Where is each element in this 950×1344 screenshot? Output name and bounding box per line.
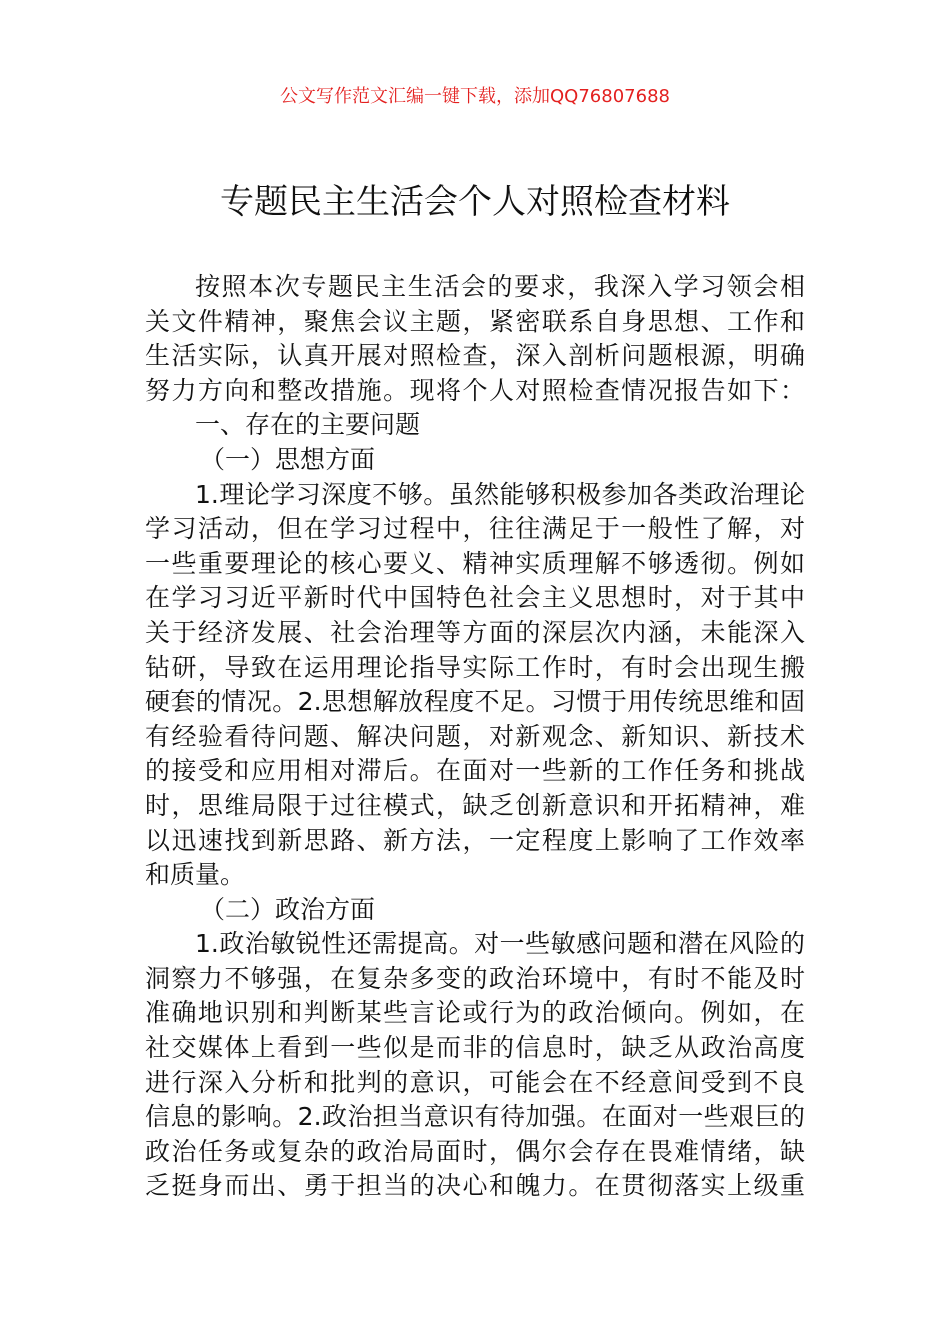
paragraph-line: 1.理论学习深度不够。虽然能够积极参加各类政治理论 [195,479,805,509]
watermark-header: 公文写作范文汇编一键下载，添加QQ76807688 [280,86,670,107]
heading-line: 一、存在的主要问题 [195,410,421,440]
paragraph-line: 信息的影响。2.政治担当意识有待加强。在面对一些艰巨的 [145,1102,805,1132]
document-body [145,270,805,1204]
paragraph-line: 生活实际，认真开展对照检查，深入剖析问题根源，明确 [145,341,805,371]
paragraph-line: 社交媒体上看到一些似是而非的信息时，缺乏从政治高度 [145,1033,805,1063]
paragraph-line: 以迅速找到新思路、新方法，一定程度上影响了工作效率 [145,825,805,855]
paragraph-line: 钻研，导致在运用理论指导实际工作时，有时会出现生搬 [145,652,805,682]
document-title: 专题民主生活会个人对照检查材料 [220,182,730,222]
paragraph-line: 在学习习近平新时代中国特色社会主义思想时，对于其中 [145,583,805,613]
paragraph-line: 1.政治敏锐性还需提高。对一些敏感问题和潜在风险的 [195,929,805,959]
paragraph-line: 乏挺身而出、勇于担当的决心和魄力。在贯彻落实上级重 [145,1171,805,1201]
paragraph-line: 一些重要理论的核心要义、精神实质理解不够透彻。例如 [145,548,805,578]
subheading-line: （二）政治方面 [200,894,376,924]
paragraph-line: 关文件精神，聚焦会议主题，紧密联系自身思想、工作和 [145,306,805,336]
paragraph-line: 努力方向和整改措施。现将个人对照检查情况报告如下： [145,375,805,405]
paragraph-line: 关于经济发展、社会治理等方面的深层次内涵，未能深入 [145,617,805,647]
paragraph-line: 准确地识别和判断某些言论或行为的政治倾向。例如，在 [145,998,805,1028]
paragraph-line: 按照本次专题民主生活会的要求，我深入学习领会相 [195,272,805,301]
paragraph-line: 政治任务或复杂的政治局面时，偶尔会存在畏难情绪，缺 [145,1136,805,1166]
paragraph-line: 学习活动，但在学习过程中，往往满足于一般性了解，对 [145,514,805,544]
subheading-line: （一）思想方面 [200,444,376,474]
paragraph-line: 和质量。 [145,860,246,890]
paragraph-line: 的接受和应用相对滞后。在面对一些新的工作任务和挑战 [145,756,805,786]
paragraph-line: 硬套的情况。2.思想解放程度不足。习惯于用传统思维和固 [145,687,805,717]
paragraph-line: 有经验看待问题、解决问题，对新观念、新知识、新技术 [145,721,805,751]
paragraph-line: 时，思维局限于过往模式，缺乏创新意识和开拓精神，难 [145,790,805,820]
paragraph-line: 洞察力不够强，在复杂多变的政治环境中，有时不能及时 [145,963,805,993]
paragraph-line: 进行深入分析和批判的意识，可能会在不经意间受到不良 [145,1067,805,1097]
